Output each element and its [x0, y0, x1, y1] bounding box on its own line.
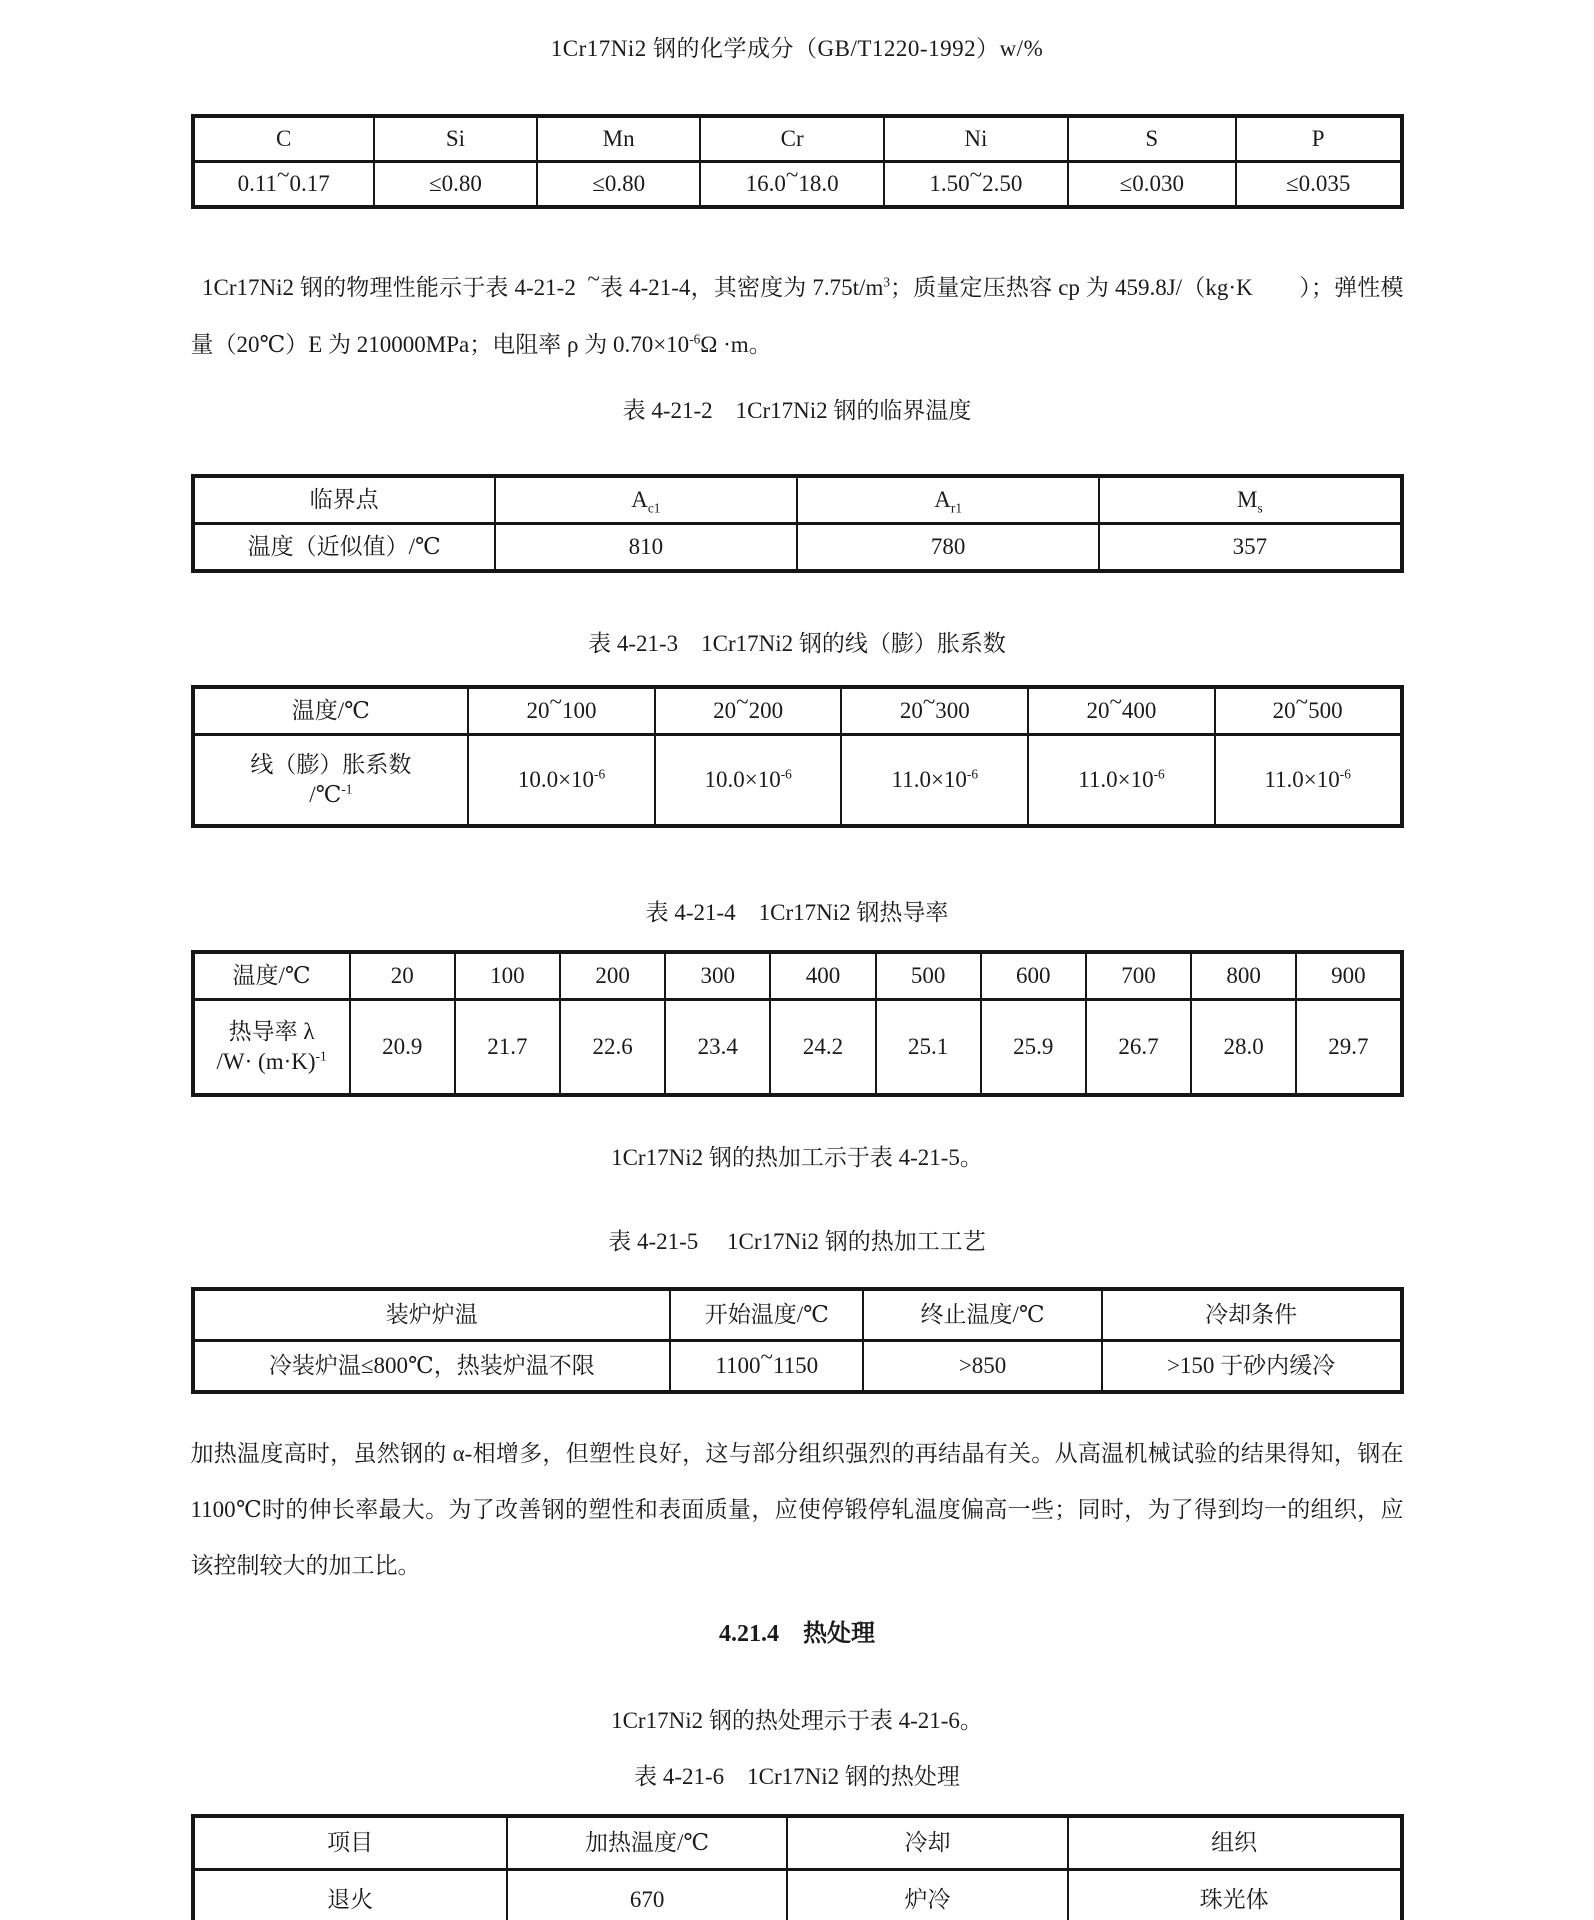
- table-cell: 22.6: [560, 1000, 665, 1096]
- table-cell: >850: [863, 1341, 1101, 1393]
- section-heading-4-21-4: 4.21.4 热处理: [719, 1621, 875, 1647]
- table-cell: 357: [1099, 524, 1401, 572]
- table-4-21-4-caption: 表 4-21-4 1Cr17Ni2 钢热导率: [645, 900, 949, 925]
- table-cell: 26.7: [1086, 1000, 1191, 1096]
- table-cell: 28.0: [1191, 1000, 1296, 1096]
- table-cell: 400: [770, 952, 875, 1000]
- table-cell: 800: [1191, 952, 1296, 1000]
- table-cell: 16.0~18.0: [700, 162, 884, 208]
- table-cell: $11.0\times 10^{-6}$: [1028, 735, 1215, 827]
- table-cell: ≤0.030: [1068, 162, 1236, 208]
- table-cell: Mn: [537, 116, 700, 162]
- cond-table-row-1: [193, 1000, 1402, 1096]
- table-cell: 20: [350, 952, 455, 1000]
- table-cell: 珠光体: [1068, 1870, 1402, 1920]
- table-cell: $11.0\times 10^{-6}$: [1215, 735, 1402, 827]
- table-cell: 25.9: [981, 1000, 1086, 1096]
- table-cell: >150 于砂内缓冷: [1102, 1341, 1402, 1393]
- table-cell: 临界点: [193, 476, 495, 524]
- table-4-21-2-caption: 表 4-21-2 1Cr17Ni2 钢的临界温度: [622, 398, 972, 423]
- table-cell: 20~200: [655, 687, 842, 735]
- table-cell: $A_{r1}$: [797, 476, 1099, 524]
- table-cell: 0.11~0.17: [193, 162, 374, 208]
- table-cell: 670: [507, 1870, 787, 1920]
- crit-table-row-0: [193, 476, 1402, 524]
- table-cell: Ni: [884, 116, 1068, 162]
- table-cell: 810: [495, 524, 797, 572]
- table-cell: $10.0\times 10^{-6}$: [468, 735, 655, 827]
- chem-table-row-0: [193, 116, 1402, 162]
- exp-table-row-1: [193, 735, 1402, 827]
- table-cell: 项目: [193, 1816, 507, 1870]
- table-cell: 780: [797, 524, 1099, 572]
- table-cell: 24.2: [770, 1000, 875, 1096]
- table-cell: 组织: [1068, 1816, 1402, 1870]
- table-cell: Si: [374, 116, 537, 162]
- critical-temperature-table: [191, 474, 1404, 573]
- table-cell: 炉冷: [787, 1870, 1067, 1920]
- table-cell: 700: [1086, 952, 1191, 1000]
- table-cell: 冷却: [787, 1816, 1067, 1870]
- table-4-21-6-caption: 表 4-21-6 1Cr17Ni2 钢的热处理: [634, 1764, 960, 1789]
- table-cell: ≤0.80: [374, 162, 537, 208]
- hot-table-row-0: [193, 1289, 1402, 1341]
- table-cell: 温度（近似值）/℃: [193, 524, 495, 572]
- crit-table-row-1: [193, 524, 1402, 572]
- table-cell: ≤0.80: [537, 162, 700, 208]
- table-cell: 20.9: [350, 1000, 455, 1096]
- table-cell: 装炉炉温: [193, 1289, 671, 1341]
- table-cell: 29.7: [1296, 1000, 1401, 1096]
- table-cell: 加热温度/℃: [507, 1816, 787, 1870]
- table-cell: $A_{c1}$: [495, 476, 797, 524]
- table-cell: $11.0\times 10^{-6}$: [841, 735, 1028, 827]
- table-cell: 100: [455, 952, 560, 1000]
- table-4-21-3-caption: 表 4-21-3 1Cr17Ni2 钢的线（膨）胀系数: [588, 631, 1006, 656]
- heat-treatment-table: [191, 1814, 1404, 1920]
- hotwork-discussion-paragraph: 加热温度高时，虽然钢的 α-相增多，但塑性良好，这与部分组织强烈的再结晶有关。从高温机械试验的结果得知，钢在 1100℃时的伸长率最大。为了改善钢的塑性和表面质量，应使停锻停轧温度偏高一些；同时，为了得到均一的组织，应该控制较大的加工比。: [190, 1441, 1404, 1578]
- table-cell: 23.4: [665, 1000, 770, 1096]
- thermal-conductivity-table: [191, 950, 1404, 1097]
- heattreat-intro-line: 1Cr17Ni2 钢的热处理示于表 4-21-6。: [611, 1708, 983, 1733]
- table-cell: C: [193, 116, 374, 162]
- hot-working-process-table: [191, 1287, 1404, 1394]
- table-cell: 500: [876, 952, 981, 1000]
- table-cell: 冷装炉温≤800℃，热装炉温不限: [193, 1341, 671, 1393]
- table-cell: 退火: [193, 1870, 507, 1920]
- hotwork-intro-line: 1Cr17Ni2 钢的热加工示于表 4-21-5。: [611, 1145, 983, 1170]
- table-cell: 300: [665, 952, 770, 1000]
- ht-table-row-0: [193, 1816, 1402, 1870]
- table-cell: 1.50~2.50: [884, 162, 1068, 208]
- table-cell: $M_s$: [1099, 476, 1401, 524]
- table-cell: ≤0.035: [1236, 162, 1402, 208]
- table-cell: 温度/℃: [193, 687, 469, 735]
- table-cell: S: [1068, 116, 1236, 162]
- hot-table-row-1: [193, 1341, 1402, 1393]
- table-cell: 600: [981, 952, 1086, 1000]
- exp-table-row-0: [193, 687, 1402, 735]
- table-cell: 20~500: [1215, 687, 1402, 735]
- table-cell: 20~300: [841, 687, 1028, 735]
- table-cell: 1100~1150: [670, 1341, 863, 1393]
- table-cell: 20~400: [1028, 687, 1215, 735]
- page-title: 1Cr17Ni2 钢的化学成分（GB/T1220-1992）w/%: [550, 36, 1044, 61]
- cond-table-row-0: [193, 952, 1402, 1000]
- table-cell: 线（膨）胀系数 /℃$^{-1}$: [193, 735, 469, 827]
- table-cell: $10.0\times 10^{-6}$: [655, 735, 842, 827]
- physical-properties-paragraph: 1Cr17Ni2 钢的物理性能示于表 4-21-2 ~表 4-21-4，其密度为 $7.75t/m^3$；质量定压热容 cp 为 459.8J/（kg·K ）；弹性模量（20℃）E 为 210000MPa；电阻率 ρ 为 $0.70\times 10^{-6}\Omega \cdot m$。: [190, 266, 1404, 357]
- expansion-coefficient-table: [191, 685, 1404, 828]
- table-cell: 20~100: [468, 687, 655, 735]
- ht-table-row-1: [193, 1870, 1402, 1920]
- table-cell: Cr: [700, 116, 884, 162]
- document-content: [191, 0, 1404, 1920]
- table-cell: 开始温度/℃: [670, 1289, 863, 1341]
- table-cell: P: [1236, 116, 1402, 162]
- table-cell: 温度/℃: [193, 952, 350, 1000]
- table-cell: 终止温度/℃: [863, 1289, 1101, 1341]
- table-cell: 25.1: [876, 1000, 981, 1096]
- table-cell: 900: [1296, 952, 1401, 1000]
- chemical-composition-table: [191, 114, 1404, 209]
- table-cell: 200: [560, 952, 665, 1000]
- table-4-21-5-caption: 表 4-21-5 1Cr17Ni2 钢的热加工工艺: [608, 1229, 986, 1254]
- table-cell: 21.7: [455, 1000, 560, 1096]
- chem-table-row-1: [193, 162, 1402, 208]
- table-cell: 热导率 λ $/W\cdot (m\cdot K)^{-1}$: [193, 1000, 350, 1096]
- table-cell: 冷却条件: [1102, 1289, 1402, 1341]
